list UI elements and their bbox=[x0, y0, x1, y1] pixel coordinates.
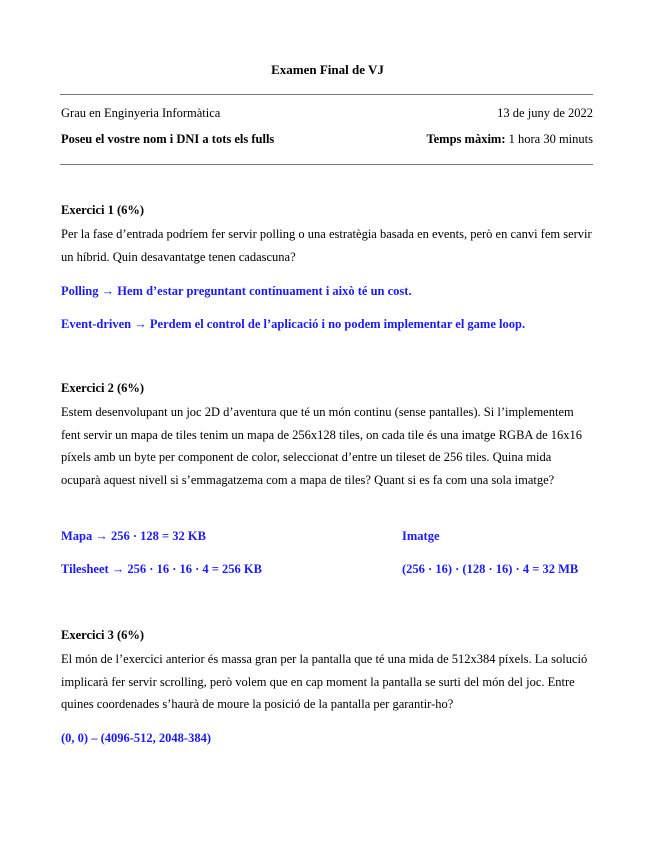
page-title: Examen Final de VJ bbox=[271, 62, 384, 77]
time-limit bbox=[426, 132, 593, 147]
exercise-2-answer-map: Mapa → 256 · 128 = 32 KB bbox=[61, 529, 206, 543]
exercise-1-question: Per la fase d’entrada podríem fer servir polling o una estratègia basada en events, però en canvi fem servir un híbrid. Quin desavantatge tenen cadascuna? bbox=[61, 227, 592, 264]
exercise-1-answer-events: Event-driven → Perdem el control de l’aplicació i no podem implementar el game loop. bbox=[61, 317, 526, 331]
exercise-3-question: El món de l’exercici anterior és massa gran per la pantalla que té una mida de 512x384 píxels. La solució implicarà fer servir scrolling, però volem que en cap moment la pantalla se surti del món del joc. Entre quines coordenades s’haurà de moure la posició de la pantalla per garantir-ho? bbox=[61, 652, 588, 711]
exercise-2-answer-image: (256 · 16) · (128 · 16) · 4 = 32 MB bbox=[402, 562, 579, 576]
exercise-2-question: Estem desenvolupant un joc 2D d’aventura que té un món continu (sense pantalles). Si l’implementem fent servir un mapa de tiles tenim un mapa de 256x128 tiles, on cada tile és una imatge RGBA de 16x16 píxels amb un byte per component de color, seleccionat d’entre un tileset de 256 tiles. Quina mida ocuparà aquest nivell si s’emmagatzema com a mapa de tiles? Quant si es fa com una sola imatge? bbox=[61, 405, 583, 487]
exercise-2-answer-tilesheet: Tilesheet → 256 · 16 · 16 · 4 = 256 KB bbox=[61, 562, 262, 576]
time-limit-label: Temps màxim: bbox=[426, 132, 506, 146]
time-limit-value: 1 hora 30 minuts bbox=[508, 132, 593, 146]
exercise-2-title: Exercici 2 (6%) bbox=[61, 381, 145, 395]
exercise-1-answer-polling: Polling → Hem d’estar preguntant contínuament i això té un cost. bbox=[61, 284, 412, 298]
exercise-1-title: Exercici 1 (6%) bbox=[61, 203, 145, 217]
exercise-3-title: Exercici 3 (6%) bbox=[61, 628, 145, 642]
degree-name: Grau en Enginyeria Informàtica bbox=[61, 106, 221, 120]
exercise-3-answer: (0, 0) – (4096-512, 2048-384) bbox=[61, 731, 211, 745]
exam-date: 13 de juny de 2022 bbox=[497, 106, 593, 120]
header-top-rule bbox=[60, 94, 593, 95]
exercise-2-answer-image-label: Imatge bbox=[402, 529, 440, 543]
name-instruction: Poseu el vostre nom i DNI a tots els fulls bbox=[61, 132, 275, 146]
header-bottom-rule bbox=[60, 164, 593, 165]
